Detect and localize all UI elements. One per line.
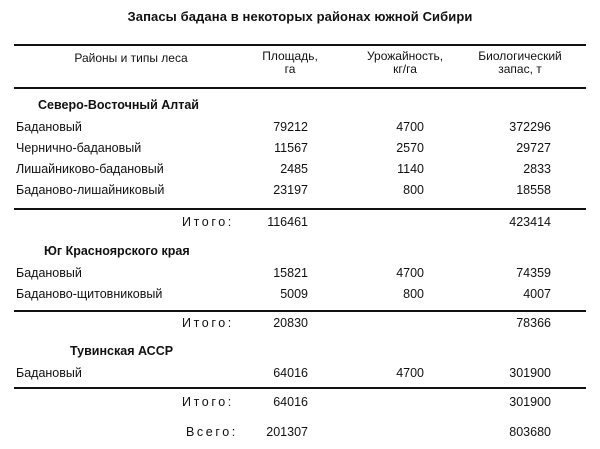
row-stock: 4007	[523, 287, 551, 301]
row-name: Баданово-щитовниковый	[16, 287, 163, 301]
total-stock: 423414	[509, 215, 551, 229]
total-row	[0, 393, 600, 411]
row-yield: 4700	[396, 266, 424, 280]
row-area: 5009	[280, 287, 308, 301]
total-area: 116461	[267, 215, 308, 229]
total-area: 64016	[273, 395, 308, 409]
row-name: Лишайниково-бадановый	[16, 162, 164, 176]
header-stock	[470, 50, 570, 76]
top-rule	[14, 44, 586, 46]
table-row	[0, 364, 600, 382]
grand-total-label: Всего:	[186, 425, 238, 439]
header-area-line2: га	[284, 62, 296, 76]
table-row	[0, 181, 600, 199]
section-rule	[14, 387, 586, 389]
row-stock: 372296	[509, 120, 551, 134]
section-title-altai: Северо-Восточный Алтай	[38, 98, 199, 112]
total-row	[0, 314, 600, 332]
header-rule	[14, 87, 586, 89]
header-name: Районы и типы леса	[74, 51, 188, 65]
table-row	[0, 285, 600, 303]
row-name: Бадановый	[16, 266, 82, 280]
row-stock: 2833	[523, 162, 551, 176]
grand-total-area: 201307	[266, 425, 308, 439]
grand-total-stock: 803680	[509, 425, 551, 439]
row-stock: 301900	[509, 366, 551, 380]
row-area: 11567	[274, 141, 308, 155]
row-stock: 74359	[516, 266, 551, 280]
row-yield: 4700	[396, 120, 424, 134]
row-area: 2485	[280, 162, 308, 176]
header-area	[250, 50, 330, 76]
row-area: 64016	[273, 366, 308, 380]
row-yield: 800	[403, 287, 424, 301]
row-yield: 2570	[396, 141, 424, 155]
row-name: Бадановo-лишайниковый	[16, 183, 165, 197]
row-name: Бадановый	[16, 366, 82, 380]
row-area: 15821	[273, 266, 308, 280]
table-row	[0, 118, 600, 136]
row-area: 23197	[273, 183, 308, 197]
header-yield-line1: Урожайность,	[366, 49, 444, 63]
section-title-krasnoyarsk: Юг Красноярского края	[44, 244, 190, 258]
grand-total-row	[0, 423, 600, 441]
total-label: Итого:	[182, 215, 234, 229]
total-row	[0, 213, 600, 231]
total-area: 20830	[273, 316, 308, 330]
header-yield	[355, 50, 455, 76]
row-stock: 29727	[516, 141, 551, 155]
table-row	[0, 264, 600, 282]
total-label: Итого:	[182, 395, 234, 409]
table-title: Запасы бадана в некоторых районах южной Сибири	[127, 9, 473, 24]
total-label: Итого:	[182, 316, 234, 330]
header-stock-line1: Биологический	[478, 49, 562, 63]
row-yield: 800	[403, 183, 424, 197]
row-name: Чернично-бадановый	[16, 141, 142, 155]
header-yield-line2: кг/га	[393, 62, 417, 76]
table-row	[0, 139, 600, 157]
section-title-tuva: Тувинская АССР	[70, 344, 174, 358]
header-area-line1: Площадь,	[262, 49, 318, 63]
row-yield: 1140	[397, 162, 424, 176]
row-area: 79212	[273, 120, 308, 134]
total-stock: 78366	[516, 316, 551, 330]
section-rule	[14, 208, 586, 210]
row-stock: 18558	[516, 183, 551, 197]
total-stock: 301900	[509, 395, 551, 409]
row-yield: 4700	[396, 366, 424, 380]
section-rule	[14, 310, 586, 312]
table-row	[0, 160, 600, 178]
row-name: Бадановый	[16, 120, 82, 134]
header-stock-line2: запас, т	[498, 62, 542, 76]
